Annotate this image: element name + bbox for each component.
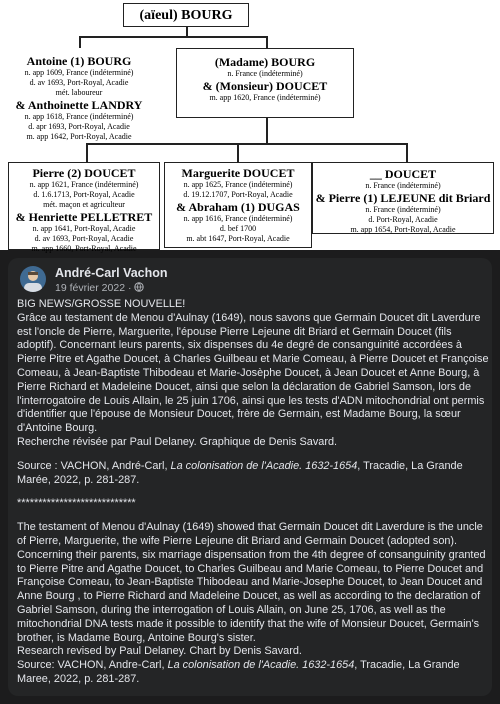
detail-line: mét. maçon et agriculteur <box>43 200 125 209</box>
genealogy-chart-image <box>0 0 500 253</box>
detail-line: m. app 1654, Port-Royal, Acadie <box>350 225 456 234</box>
author-name[interactable]: André-Carl Vachon <box>55 266 168 280</box>
spouse-name: & Henriette PELLETRET <box>15 210 153 224</box>
source-prefix: Source: VACHON, Andre-Carl, <box>17 659 168 672</box>
person-name: (aïeul) BOURG <box>139 8 233 23</box>
antoine-bourg-box <box>12 48 146 143</box>
person-name: __ DOUCET <box>369 167 437 181</box>
person-name: Marguerite DOUCET <box>181 166 295 180</box>
detail-line: m. app 1642, Port-Royal, Acadie <box>26 132 132 141</box>
post-meta <box>55 282 144 295</box>
detail-line: d. av 1693, Port-Royal, Acadie <box>34 234 134 243</box>
detail-line: n. France (indéterminé) <box>365 181 441 190</box>
detail-line: n. app 1625, France (indéterminé) <box>183 180 293 189</box>
source-citation-en <box>17 659 489 687</box>
connector-line <box>186 27 188 36</box>
spouse-name: & Abraham (1) DUGAS <box>176 200 300 214</box>
connector-line <box>406 143 408 162</box>
source-suffix: , Tracadie, La Grande Marée, 2022, p. 281-287. <box>17 459 463 486</box>
avatar[interactable] <box>20 266 46 292</box>
post-paragraph-en: Research revised by Paul Delaney. Chart by Denis Savard. <box>17 645 302 658</box>
detail-line: d. apr 1693, Port-Royal, Acadie <box>28 122 130 131</box>
meta-separator: · <box>127 282 132 294</box>
post-paragraph-en: The testament of Menou d'Aulnay (1649) showed that Germain Doucet dit Laverdure is the uncle of Pierre, Marguerite, the wife Pierre Lejeune dit Briard and Germain Doucet (adopted son). Concerning their parents, six marriage dispensation from the 4th degree of consanguinity granted to Pierre Pitre and Agathe Doucet, to Charles Guilbeau and Marie Comeau, to Pierre Doucet and Françoise Comeau, to Jean-Baptiste Thibodeau and Marie-Josephe Doucet, to Jean Doucet and Anne Bourg , to Pierre Richard and Madeleine Doucet, as well as according to the declaration of Gabriel Samson, during the interrogation of Louis Allain, on June 25, 1706, as well as the mitochondrial DNA tests made it possible to identify that the wife of Monsieur Doucet, Germain's brother, is Madame Bourg, Antoine Bourg's sister. <box>17 521 486 644</box>
globe-icon <box>134 282 144 295</box>
post-date[interactable]: 19 février 2022 <box>55 282 126 294</box>
detail-line: n. app 1621, France (indéterminé) <box>29 180 139 189</box>
detail-line: mét. laboureur <box>55 88 103 97</box>
book-title: La colonisation de l'Acadie. 1632-1654 <box>170 459 358 472</box>
marguerite-doucet-box <box>164 162 312 248</box>
connector-line <box>237 143 239 162</box>
post-paragraph: BIG NEWS/GROSSE NOUVELLE! <box>17 298 186 310</box>
person-name: Pierre (2) DOUCET <box>32 166 136 180</box>
source-suffix: , Tracadie, La Grande Maree, 2022, p. 281-287. <box>17 659 460 685</box>
separator-stars: **************************** <box>17 497 136 510</box>
spouse-name: & Pierre (1) LEJEUNE dit Briard <box>315 191 491 205</box>
root-person-box <box>123 3 249 27</box>
connector-line <box>86 143 88 162</box>
detail-line: m. abt 1647, Port-Royal, Acadie <box>186 234 290 243</box>
detail-line: d. bef 1700 <box>219 224 257 233</box>
madame-bourg-box <box>176 48 354 118</box>
spouse-name: & Anthoinette LANDRY <box>15 98 143 112</box>
doucet-daughter-box <box>312 162 494 234</box>
detail-line: m. app 1660, Port-Royal, Acadie <box>31 244 137 253</box>
post-card <box>8 258 492 696</box>
person-name: Antoine (1) BOURG <box>26 54 132 68</box>
detail-line: n. France (indéterminé) <box>365 205 441 214</box>
detail-line: n. France (indéterminé) <box>227 69 303 78</box>
connector-line <box>266 36 268 48</box>
spouse-name: & (Monsieur) DOUCET <box>202 79 328 93</box>
detail-line: d. 19.12.1707, Port-Royal, Acadie <box>183 190 293 199</box>
post-paragraph: Grâce au testament de Menou d'Aulnay (1649), nous savons que Germain Doucet dit Laverdure est l'oncle de Pierre, Marguerite, l'épouse Pierre Lejeune dit Briard et Germain Doucet (fils adoptif). Concernant leurs parents, six dispenses du 4e degré de consanguinité accordées à Pierre Pitre et Agathe Doucet, à Charles Guilbeau et Marie Comeau, à Pierre Doucet et Françoise Comeau, à Jean-Baptiste Thibodeau et Marie-Josèphe Doucet, à Jean Doucet et Anne Bourg, à Pierre Richard et Madeleine Doucet, ainsi que selon la déclaration de Gabriel Samson, lors de l'interrogatoire de Louis Allain, le 25 juin 1706, ainsi que les tests d'ADN mitochondrial ont permis d'identifier que l'épouse de Monsieur Doucet, frère de Germain, est Madame Bourg, la sœur d'Antoine Bourg. <box>17 311 489 435</box>
detail-line: n. app 1618, France (indéterminé) <box>24 112 134 121</box>
post-paragraph: Recherche révisée par Paul Delaney. Graphique de Denis Savard. <box>17 435 338 448</box>
detail-line: n. app 1641, Port-Royal, Acadie <box>32 224 136 233</box>
connector-line <box>79 36 267 38</box>
book-title: La colonisation de l'Acadie. 1632-1654 <box>167 659 355 672</box>
detail-line: d. 1.6.1713, Port-Royal, Acadie <box>33 190 135 199</box>
detail-line: n. app 1609, France (indéterminé) <box>24 68 134 77</box>
connector-line <box>86 143 407 145</box>
detail-line: d. av 1693, Port-Royal, Acadie <box>29 78 129 87</box>
source-citation-fr <box>17 460 489 488</box>
detail-line: n. app 1616, France (indéterminé) <box>183 214 293 223</box>
detail-line: d. Port-Royal, Acadie <box>368 215 438 224</box>
pierre-doucet-box <box>8 162 160 253</box>
post-text <box>17 298 489 687</box>
connector-line <box>79 36 81 48</box>
source-prefix: Source : VACHON, André-Carl, <box>17 459 171 472</box>
person-name: (Madame) BOURG <box>214 55 316 69</box>
connector-line <box>266 117 268 144</box>
detail-line: m. app 1620, France (indéterminé) <box>209 93 321 102</box>
